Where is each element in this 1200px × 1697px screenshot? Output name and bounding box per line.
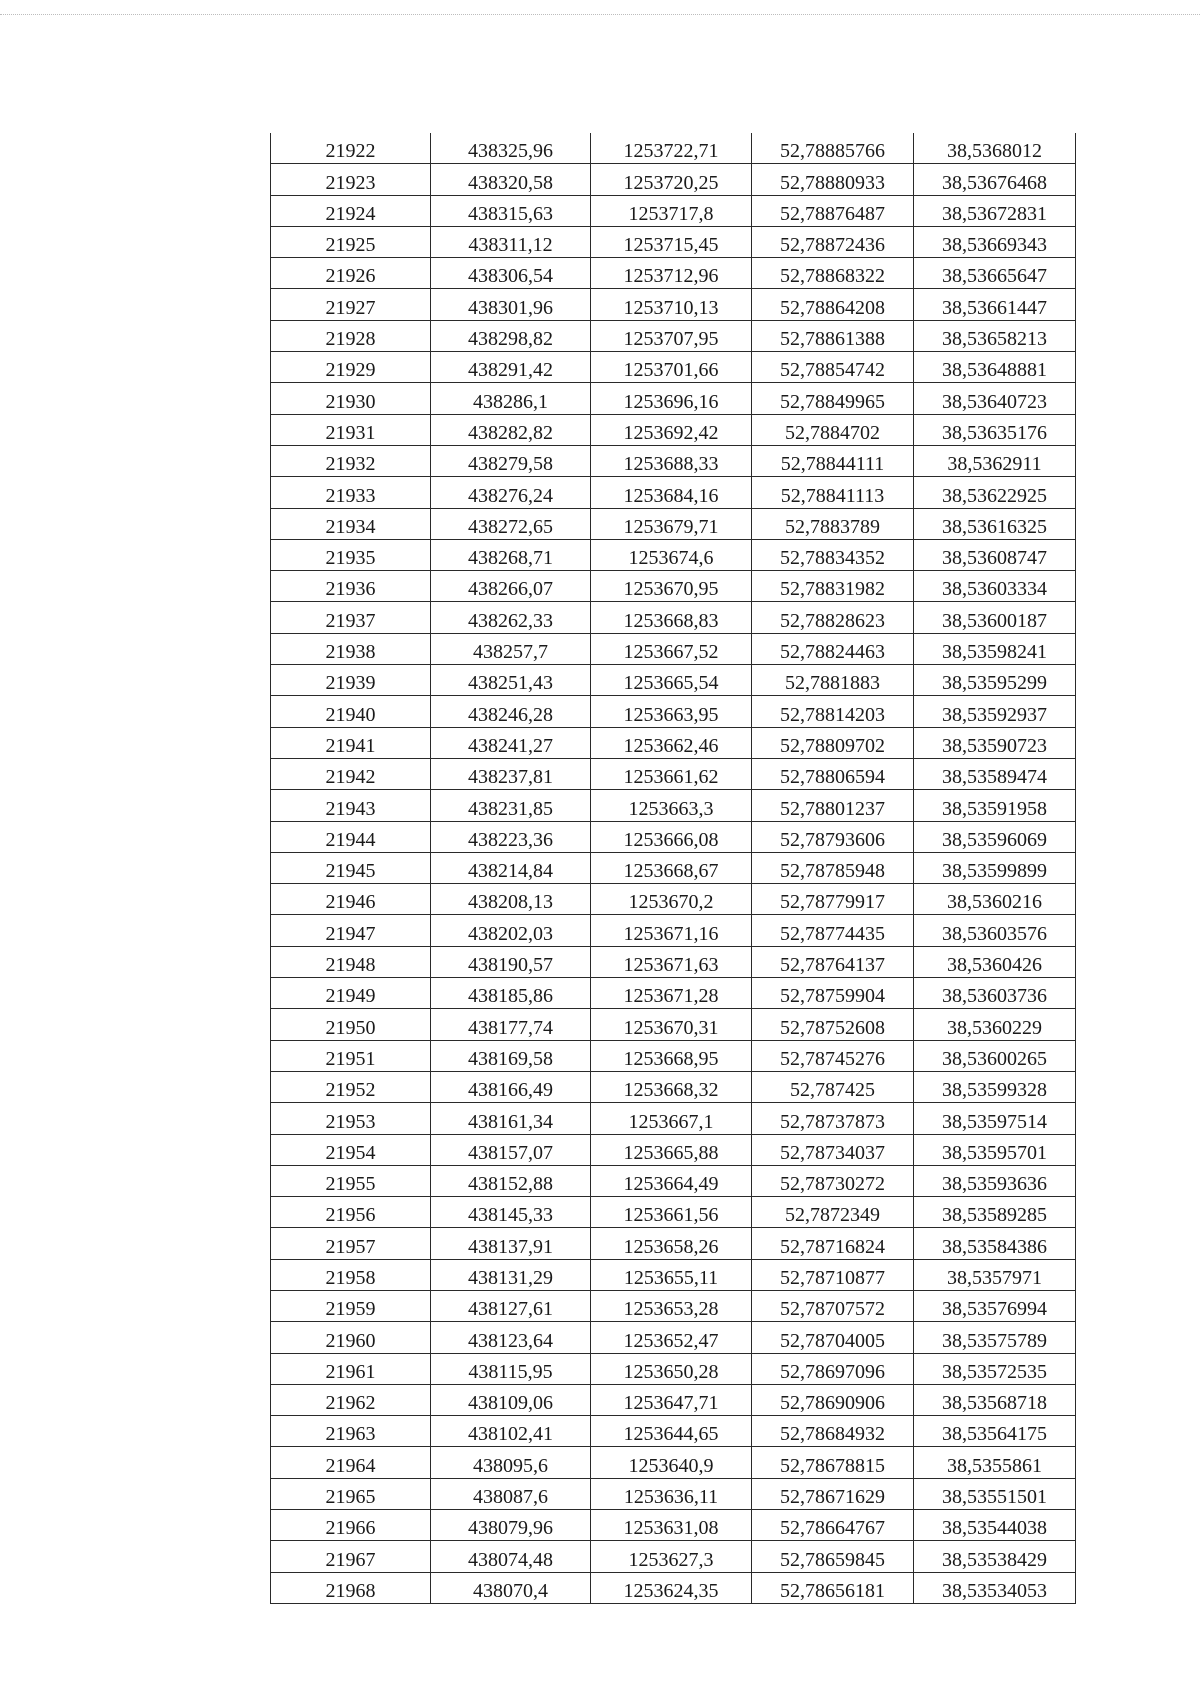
x-coordinate-cell: 438279,58 <box>431 445 591 476</box>
point-number-cell: 21958 <box>271 1259 431 1290</box>
longitude-cell: 38,53564175 <box>914 1416 1076 1447</box>
y-coordinate-cell: 1253679,71 <box>591 508 752 539</box>
y-coordinate-cell: 1253665,54 <box>591 665 752 696</box>
point-number-cell: 21951 <box>271 1040 431 1071</box>
latitude-cell: 52,78824463 <box>752 633 914 664</box>
table-row <box>271 1009 1076 1040</box>
point-number-cell: 21956 <box>271 1197 431 1228</box>
longitude-cell: 38,53595299 <box>914 665 1076 696</box>
longitude-cell: 38,53593636 <box>914 1165 1076 1196</box>
longitude-cell: 38,53676468 <box>914 164 1076 195</box>
latitude-cell: 52,78864208 <box>752 289 914 320</box>
longitude-cell: 38,53669343 <box>914 226 1076 257</box>
latitude-cell: 52,78841113 <box>752 477 914 508</box>
table-row <box>271 1165 1076 1196</box>
table-row <box>271 289 1076 320</box>
table-row <box>271 1134 1076 1165</box>
table-row <box>271 320 1076 351</box>
x-coordinate-cell: 438291,42 <box>431 352 591 383</box>
table-row <box>271 758 1076 789</box>
longitude-cell: 38,53584386 <box>914 1228 1076 1259</box>
x-coordinate-cell: 438079,96 <box>431 1510 591 1541</box>
latitude-cell: 52,78730272 <box>752 1165 914 1196</box>
point-number-cell: 21943 <box>271 790 431 821</box>
latitude-cell: 52,78716824 <box>752 1228 914 1259</box>
point-number-cell: 21939 <box>271 665 431 696</box>
point-number-cell: 21961 <box>271 1353 431 1384</box>
y-coordinate-cell: 1253661,62 <box>591 758 752 789</box>
table-row <box>271 821 1076 852</box>
table-row <box>271 884 1076 915</box>
latitude-cell: 52,78872436 <box>752 226 914 257</box>
latitude-cell: 52,78854742 <box>752 352 914 383</box>
longitude-cell: 38,53622925 <box>914 477 1076 508</box>
y-coordinate-cell: 1253662,46 <box>591 727 752 758</box>
y-coordinate-cell: 1253666,08 <box>591 821 752 852</box>
latitude-cell: 52,78752608 <box>752 1009 914 1040</box>
table-row <box>271 665 1076 696</box>
latitude-cell: 52,78785948 <box>752 852 914 883</box>
x-coordinate-cell: 438266,07 <box>431 571 591 602</box>
x-coordinate-cell: 438190,57 <box>431 946 591 977</box>
table-row <box>271 1541 1076 1572</box>
latitude-cell: 52,78690906 <box>752 1384 914 1415</box>
y-coordinate-cell: 1253652,47 <box>591 1322 752 1353</box>
y-coordinate-cell: 1253670,2 <box>591 884 752 915</box>
x-coordinate-cell: 438272,65 <box>431 508 591 539</box>
point-number-cell: 21940 <box>271 696 431 727</box>
y-coordinate-cell: 1253658,26 <box>591 1228 752 1259</box>
longitude-cell: 38,53603334 <box>914 571 1076 602</box>
longitude-cell: 38,53658213 <box>914 320 1076 351</box>
x-coordinate-cell: 438115,95 <box>431 1353 591 1384</box>
table-row <box>271 633 1076 664</box>
latitude-cell: 52,78861388 <box>752 320 914 351</box>
y-coordinate-cell: 1253627,3 <box>591 1541 752 1572</box>
latitude-cell: 52,7884702 <box>752 414 914 445</box>
point-number-cell: 21945 <box>271 852 431 883</box>
latitude-cell: 52,78671629 <box>752 1478 914 1509</box>
x-coordinate-cell: 438298,82 <box>431 320 591 351</box>
point-number-cell: 21944 <box>271 821 431 852</box>
y-coordinate-cell: 1253670,95 <box>591 571 752 602</box>
x-coordinate-cell: 438145,33 <box>431 1197 591 1228</box>
table-row <box>271 571 1076 602</box>
x-coordinate-cell: 438315,63 <box>431 195 591 226</box>
longitude-cell: 38,53603576 <box>914 915 1076 946</box>
longitude-cell: 38,53551501 <box>914 1478 1076 1509</box>
x-coordinate-cell: 438282,82 <box>431 414 591 445</box>
point-number-cell: 21963 <box>271 1416 431 1447</box>
y-coordinate-cell: 1253640,9 <box>591 1447 752 1478</box>
y-coordinate-cell: 1253692,42 <box>591 414 752 445</box>
latitude-cell: 52,78814203 <box>752 696 914 727</box>
table-row <box>271 1197 1076 1228</box>
table-row <box>271 1447 1076 1478</box>
x-coordinate-cell: 438311,12 <box>431 226 591 257</box>
point-number-cell: 21941 <box>271 727 431 758</box>
point-number-cell: 21937 <box>271 602 431 633</box>
latitude-cell: 52,78759904 <box>752 978 914 1009</box>
latitude-cell: 52,78684932 <box>752 1416 914 1447</box>
table-row <box>271 852 1076 883</box>
table-row <box>271 1572 1076 1603</box>
longitude-cell: 38,5368012 <box>914 133 1076 164</box>
y-coordinate-cell: 1253671,28 <box>591 978 752 1009</box>
longitude-cell: 38,53538429 <box>914 1541 1076 1572</box>
x-coordinate-cell: 438070,4 <box>431 1572 591 1603</box>
table-row <box>271 508 1076 539</box>
x-coordinate-cell: 438157,07 <box>431 1134 591 1165</box>
longitude-cell: 38,53600265 <box>914 1040 1076 1071</box>
table-row <box>271 602 1076 633</box>
y-coordinate-cell: 1253684,16 <box>591 477 752 508</box>
x-coordinate-cell: 438257,7 <box>431 633 591 664</box>
table-row <box>271 383 1076 414</box>
table-row <box>271 1290 1076 1321</box>
longitude-cell: 38,53672831 <box>914 195 1076 226</box>
x-coordinate-cell: 438095,6 <box>431 1447 591 1478</box>
longitude-cell: 38,53640723 <box>914 383 1076 414</box>
table-row <box>271 915 1076 946</box>
point-number-cell: 21930 <box>271 383 431 414</box>
x-coordinate-cell: 438202,03 <box>431 915 591 946</box>
table-row <box>271 164 1076 195</box>
latitude-cell: 52,78764137 <box>752 946 914 977</box>
x-coordinate-cell: 438123,64 <box>431 1322 591 1353</box>
y-coordinate-cell: 1253701,66 <box>591 352 752 383</box>
x-coordinate-cell: 438276,24 <box>431 477 591 508</box>
y-coordinate-cell: 1253707,95 <box>591 320 752 351</box>
x-coordinate-cell: 438127,61 <box>431 1290 591 1321</box>
scan-top-edge <box>0 14 1200 15</box>
x-coordinate-cell: 438074,48 <box>431 1541 591 1572</box>
point-number-cell: 21966 <box>271 1510 431 1541</box>
table-row <box>271 1416 1076 1447</box>
latitude-cell: 52,78664767 <box>752 1510 914 1541</box>
point-number-cell: 21960 <box>271 1322 431 1353</box>
longitude-cell: 38,5357971 <box>914 1259 1076 1290</box>
y-coordinate-cell: 1253688,33 <box>591 445 752 476</box>
y-coordinate-cell: 1253671,63 <box>591 946 752 977</box>
longitude-cell: 38,53635176 <box>914 414 1076 445</box>
x-coordinate-cell: 438262,33 <box>431 602 591 633</box>
latitude-cell: 52,78844111 <box>752 445 914 476</box>
latitude-cell: 52,78774435 <box>752 915 914 946</box>
x-coordinate-cell: 438223,36 <box>431 821 591 852</box>
x-coordinate-cell: 438131,29 <box>431 1259 591 1290</box>
latitude-cell: 52,78831982 <box>752 571 914 602</box>
y-coordinate-cell: 1253712,96 <box>591 258 752 289</box>
point-number-cell: 21927 <box>271 289 431 320</box>
latitude-cell: 52,78880933 <box>752 164 914 195</box>
x-coordinate-cell: 438241,27 <box>431 727 591 758</box>
point-number-cell: 21932 <box>271 445 431 476</box>
point-number-cell: 21933 <box>271 477 431 508</box>
y-coordinate-cell: 1253667,52 <box>591 633 752 664</box>
x-coordinate-cell: 438231,85 <box>431 790 591 821</box>
longitude-cell: 38,53591958 <box>914 790 1076 821</box>
longitude-cell: 38,53534053 <box>914 1572 1076 1603</box>
x-coordinate-cell: 438137,91 <box>431 1228 591 1259</box>
longitude-cell: 38,5360229 <box>914 1009 1076 1040</box>
y-coordinate-cell: 1253653,28 <box>591 1290 752 1321</box>
table-row <box>271 1353 1076 1384</box>
latitude-cell: 52,78809702 <box>752 727 914 758</box>
x-coordinate-cell: 438109,06 <box>431 1384 591 1415</box>
x-coordinate-cell: 438152,88 <box>431 1165 591 1196</box>
longitude-cell: 38,53661447 <box>914 289 1076 320</box>
y-coordinate-cell: 1253663,95 <box>591 696 752 727</box>
point-number-cell: 21936 <box>271 571 431 602</box>
table-row <box>271 1103 1076 1134</box>
latitude-cell: 52,787425 <box>752 1071 914 1102</box>
latitude-cell: 52,78707572 <box>752 1290 914 1321</box>
longitude-cell: 38,53597514 <box>914 1103 1076 1134</box>
point-number-cell: 21924 <box>271 195 431 226</box>
x-coordinate-cell: 438185,86 <box>431 978 591 1009</box>
x-coordinate-cell: 438325,96 <box>431 133 591 164</box>
y-coordinate-cell: 1253667,1 <box>591 1103 752 1134</box>
y-coordinate-cell: 1253631,08 <box>591 1510 752 1541</box>
longitude-cell: 38,53572535 <box>914 1353 1076 1384</box>
table-row <box>271 539 1076 570</box>
point-number-cell: 21962 <box>271 1384 431 1415</box>
longitude-cell: 38,53608747 <box>914 539 1076 570</box>
table-row <box>271 1228 1076 1259</box>
y-coordinate-cell: 1253670,31 <box>591 1009 752 1040</box>
table-row <box>271 445 1076 476</box>
y-coordinate-cell: 1253644,65 <box>591 1416 752 1447</box>
latitude-cell: 52,78834352 <box>752 539 914 570</box>
table-row <box>271 790 1076 821</box>
point-number-cell: 21934 <box>271 508 431 539</box>
longitude-cell: 38,53575789 <box>914 1322 1076 1353</box>
y-coordinate-cell: 1253671,16 <box>591 915 752 946</box>
y-coordinate-cell: 1253655,11 <box>591 1259 752 1290</box>
point-number-cell: 21942 <box>271 758 431 789</box>
point-number-cell: 21959 <box>271 1290 431 1321</box>
point-number-cell: 21952 <box>271 1071 431 1102</box>
point-number-cell: 21946 <box>271 884 431 915</box>
y-coordinate-cell: 1253647,71 <box>591 1384 752 1415</box>
x-coordinate-cell: 438237,81 <box>431 758 591 789</box>
point-number-cell: 21965 <box>271 1478 431 1509</box>
table-row <box>271 1510 1076 1541</box>
point-number-cell: 21967 <box>271 1541 431 1572</box>
longitude-cell: 38,53544038 <box>914 1510 1076 1541</box>
latitude-cell: 52,78656181 <box>752 1572 914 1603</box>
latitude-cell: 52,78678815 <box>752 1447 914 1478</box>
point-number-cell: 21926 <box>271 258 431 289</box>
latitude-cell: 52,78876487 <box>752 195 914 226</box>
table-row <box>271 1040 1076 1071</box>
latitude-cell: 52,7883789 <box>752 508 914 539</box>
coordinates-table <box>270 133 1076 1604</box>
x-coordinate-cell: 438306,54 <box>431 258 591 289</box>
y-coordinate-cell: 1253696,16 <box>591 383 752 414</box>
point-number-cell: 21928 <box>271 320 431 351</box>
x-coordinate-cell: 438102,41 <box>431 1416 591 1447</box>
table-row <box>271 978 1076 1009</box>
y-coordinate-cell: 1253636,11 <box>591 1478 752 1509</box>
point-number-cell: 21949 <box>271 978 431 1009</box>
x-coordinate-cell: 438166,49 <box>431 1071 591 1102</box>
longitude-cell: 38,53599328 <box>914 1071 1076 1102</box>
coordinates-table-body <box>271 133 1076 1603</box>
y-coordinate-cell: 1253720,25 <box>591 164 752 195</box>
longitude-cell: 38,53616325 <box>914 508 1076 539</box>
table-row <box>271 226 1076 257</box>
longitude-cell: 38,53595701 <box>914 1134 1076 1165</box>
point-number-cell: 21929 <box>271 352 431 383</box>
y-coordinate-cell: 1253624,35 <box>591 1572 752 1603</box>
longitude-cell: 38,53603736 <box>914 978 1076 1009</box>
latitude-cell: 52,78868322 <box>752 258 914 289</box>
longitude-cell: 38,53599899 <box>914 852 1076 883</box>
x-coordinate-cell: 438169,58 <box>431 1040 591 1071</box>
y-coordinate-cell: 1253668,67 <box>591 852 752 883</box>
table-row <box>271 1071 1076 1102</box>
point-number-cell: 21953 <box>271 1103 431 1134</box>
latitude-cell: 52,78659845 <box>752 1541 914 1572</box>
longitude-cell: 38,5360426 <box>914 946 1076 977</box>
x-coordinate-cell: 438087,6 <box>431 1478 591 1509</box>
latitude-cell: 52,78734037 <box>752 1134 914 1165</box>
latitude-cell: 52,78793606 <box>752 821 914 852</box>
latitude-cell: 52,7881883 <box>752 665 914 696</box>
point-number-cell: 21931 <box>271 414 431 445</box>
table-row <box>271 1259 1076 1290</box>
longitude-cell: 38,53596069 <box>914 821 1076 852</box>
table-row <box>271 477 1076 508</box>
latitude-cell: 52,78737873 <box>752 1103 914 1134</box>
latitude-cell: 52,78806594 <box>752 758 914 789</box>
y-coordinate-cell: 1253661,56 <box>591 1197 752 1228</box>
longitude-cell: 38,5355861 <box>914 1447 1076 1478</box>
table-row <box>271 352 1076 383</box>
longitude-cell: 38,53576994 <box>914 1290 1076 1321</box>
point-number-cell: 21922 <box>271 133 431 164</box>
point-number-cell: 21947 <box>271 915 431 946</box>
table-row <box>271 414 1076 445</box>
latitude-cell: 52,78828623 <box>752 602 914 633</box>
point-number-cell: 21968 <box>271 1572 431 1603</box>
y-coordinate-cell: 1253715,45 <box>591 226 752 257</box>
longitude-cell: 38,53589474 <box>914 758 1076 789</box>
y-coordinate-cell: 1253722,71 <box>591 133 752 164</box>
x-coordinate-cell: 438214,84 <box>431 852 591 883</box>
y-coordinate-cell: 1253674,6 <box>591 539 752 570</box>
point-number-cell: 21925 <box>271 226 431 257</box>
point-number-cell: 21955 <box>271 1165 431 1196</box>
y-coordinate-cell: 1253710,13 <box>591 289 752 320</box>
table-row <box>271 1322 1076 1353</box>
y-coordinate-cell: 1253668,95 <box>591 1040 752 1071</box>
table-row <box>271 1384 1076 1415</box>
table-row <box>271 258 1076 289</box>
x-coordinate-cell: 438301,96 <box>431 289 591 320</box>
point-number-cell: 21938 <box>271 633 431 664</box>
point-number-cell: 21964 <box>271 1447 431 1478</box>
longitude-cell: 38,53590723 <box>914 727 1076 758</box>
longitude-cell: 38,53648881 <box>914 352 1076 383</box>
latitude-cell: 52,78745276 <box>752 1040 914 1071</box>
table-row <box>271 696 1076 727</box>
x-coordinate-cell: 438251,43 <box>431 665 591 696</box>
longitude-cell: 38,53665647 <box>914 258 1076 289</box>
y-coordinate-cell: 1253665,88 <box>591 1134 752 1165</box>
longitude-cell: 38,53598241 <box>914 633 1076 664</box>
longitude-cell: 38,5362911 <box>914 445 1076 476</box>
table-row <box>271 195 1076 226</box>
x-coordinate-cell: 438161,34 <box>431 1103 591 1134</box>
y-coordinate-cell: 1253663,3 <box>591 790 752 821</box>
y-coordinate-cell: 1253717,8 <box>591 195 752 226</box>
x-coordinate-cell: 438246,28 <box>431 696 591 727</box>
longitude-cell: 38,53568718 <box>914 1384 1076 1415</box>
table-row <box>271 727 1076 758</box>
table-row <box>271 1478 1076 1509</box>
latitude-cell: 52,78849965 <box>752 383 914 414</box>
latitude-cell: 52,78704005 <box>752 1322 914 1353</box>
x-coordinate-cell: 438286,1 <box>431 383 591 414</box>
table-row <box>271 133 1076 164</box>
x-coordinate-cell: 438208,13 <box>431 884 591 915</box>
longitude-cell: 38,5360216 <box>914 884 1076 915</box>
x-coordinate-cell: 438268,71 <box>431 539 591 570</box>
y-coordinate-cell: 1253650,28 <box>591 1353 752 1384</box>
latitude-cell: 52,7872349 <box>752 1197 914 1228</box>
longitude-cell: 38,53589285 <box>914 1197 1076 1228</box>
latitude-cell: 52,78779917 <box>752 884 914 915</box>
y-coordinate-cell: 1253668,83 <box>591 602 752 633</box>
latitude-cell: 52,78885766 <box>752 133 914 164</box>
point-number-cell: 21950 <box>271 1009 431 1040</box>
point-number-cell: 21948 <box>271 946 431 977</box>
longitude-cell: 38,53592937 <box>914 696 1076 727</box>
longitude-cell: 38,53600187 <box>914 602 1076 633</box>
point-number-cell: 21923 <box>271 164 431 195</box>
y-coordinate-cell: 1253668,32 <box>591 1071 752 1102</box>
point-number-cell: 21954 <box>271 1134 431 1165</box>
latitude-cell: 52,78801237 <box>752 790 914 821</box>
point-number-cell: 21957 <box>271 1228 431 1259</box>
latitude-cell: 52,78697096 <box>752 1353 914 1384</box>
y-coordinate-cell: 1253664,49 <box>591 1165 752 1196</box>
point-number-cell: 21935 <box>271 539 431 570</box>
x-coordinate-cell: 438320,58 <box>431 164 591 195</box>
latitude-cell: 52,78710877 <box>752 1259 914 1290</box>
x-coordinate-cell: 438177,74 <box>431 1009 591 1040</box>
table-row <box>271 946 1076 977</box>
